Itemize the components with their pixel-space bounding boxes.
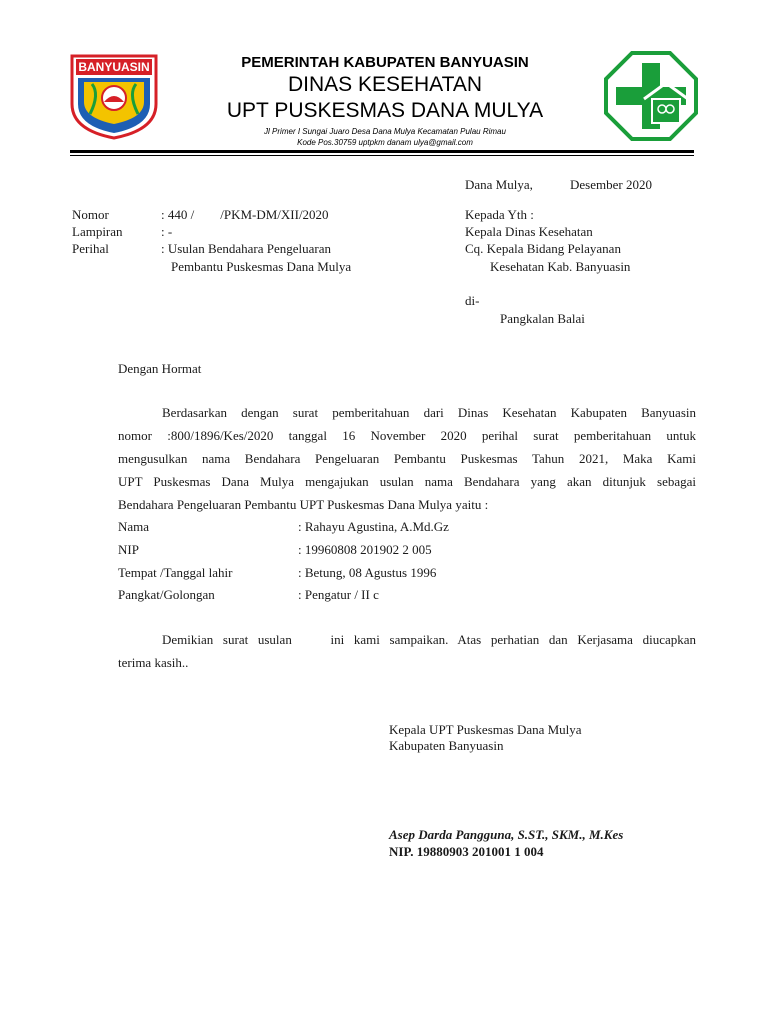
recipient-line6: Pangkalan Balai <box>500 311 585 326</box>
signature-name: Asep Darda Pangguna, S.ST., SKM., M.Kes <box>389 827 624 842</box>
banyuasin-logo <box>70 54 158 140</box>
signature-title2: Kabupaten Banyuasin <box>389 738 504 753</box>
body-line5: Bendahara Pengeluaran Pembantu UPT Puskesmas Dana Mulya yaitu : <box>118 497 489 512</box>
detail-value-ttl: : Betung, 08 Agustus 1996 <box>298 565 437 580</box>
closing-line1: Demikian surat usulan ini kami sampaikan. Atas perhatian dan Kerjasama diucapkan <box>162 632 696 647</box>
recipient-line1: Kepada Yth : <box>465 207 534 222</box>
body-line1: Berdasarkan dengan surat pemberitahuan dari Dinas Kesehatan Kabupaten Banyuasin <box>162 405 696 420</box>
recipient-line5: di- <box>465 293 480 308</box>
header-line3: UPT PUSKESMAS DANA MULYA <box>226 99 544 122</box>
detail-value-nama: : Rahayu Agustina, A.Md.Gz <box>298 519 449 534</box>
recipient-line4: Kesehatan Kab. Banyuasin <box>490 259 631 274</box>
closing-line2: terima kasih.. <box>118 655 189 670</box>
header-rule-thin <box>70 155 694 156</box>
signature-title1: Kepala UPT Puskesmas Dana Mulya <box>389 722 582 737</box>
nomor-label: Nomor <box>72 207 109 222</box>
date-value: Desember 2020 <box>570 177 652 192</box>
recipient-line3: Cq. Kepala Bidang Pelayanan <box>465 241 621 256</box>
body-line4: UPT Puskesmas Dana Mulya mengajukan usulan nama Bendahara yang akan ditunjuk sebagai <box>118 474 696 489</box>
detail-label-pangkat: Pangkat/Golongan <box>118 587 215 602</box>
header-address: Jl Primer I Sungai Juaro Desa Dana Mulya Kecamatan Pulau Rimau <box>264 127 506 136</box>
logo-text: BANYUASIN <box>78 60 150 74</box>
detail-label-nip: NIP <box>118 542 139 557</box>
detail-label-ttl: Tempat /Tanggal lahir <box>118 565 233 580</box>
body-line3: mengusulkan nama Bendahara Pengeluaran Pembantu Puskesmas Tahun 2021, Maka Kami <box>118 451 696 466</box>
perihal-value-line2: Pembantu Puskesmas Dana Mulya <box>171 259 352 274</box>
header-rule-thick <box>70 150 694 153</box>
header-line2: DINAS KESEHATAN <box>287 73 483 96</box>
nomor-value: : 440 / /PKM-DM/XII/2020 <box>161 207 329 222</box>
header-line1: PEMERINTAH KABUPATEN BANYUASIN <box>241 54 529 71</box>
detail-label-nama: Nama <box>118 519 150 534</box>
detail-value-pangkat: : Pengatur / II c <box>298 587 379 602</box>
greeting: Dengan Hormat <box>118 361 202 376</box>
perihal-value-line1: : Usulan Bendahara Pengeluaran <box>161 241 332 256</box>
body-line2: nomor :800/1896/Kes/2020 tanggal 16 November 2020 perihal surat pemberitahuan untuk <box>118 428 696 443</box>
lampiran-label: Lampiran <box>72 224 123 239</box>
header-postal: Kode Pos.30759 uptpkm danam ulya@gmail.com <box>297 138 473 147</box>
detail-value-nip: : 19960808 201902 2 005 <box>298 542 432 557</box>
recipient-line2: Kepala Dinas Kesehatan <box>465 224 593 239</box>
date-place: Dana Mulya, <box>465 177 533 192</box>
puskesmas-logo <box>604 51 698 141</box>
lampiran-value: : - <box>161 224 173 239</box>
signature-nip: NIP. 19880903 201001 1 004 <box>389 844 544 859</box>
perihal-label: Perihal <box>72 241 109 256</box>
